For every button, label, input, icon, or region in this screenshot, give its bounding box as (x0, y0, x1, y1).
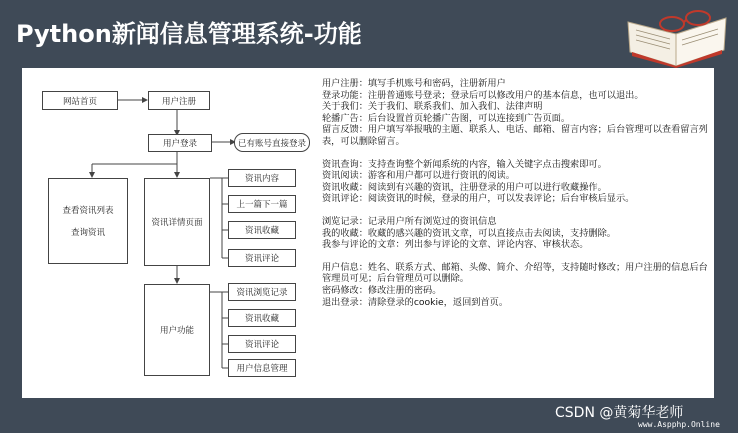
user-item-favorite: 资讯收藏 (228, 309, 296, 327)
login-box: 用户登录 (148, 134, 212, 152)
text-line: 轮播广告：后台设置首页轮播广告图，可以连接到广告页面。 (322, 112, 571, 124)
text-line: 资讯评论：阅读资讯的时候，登录的用户，可以发表评论；后台审核后显示。 (322, 193, 635, 205)
user-functions-box: 用户功能 (144, 284, 210, 376)
text-group-profile (322, 262, 710, 308)
register-box: 用户注册 (148, 91, 210, 110)
content-panel (22, 68, 714, 398)
text-line: 浏览记录：记录用户所有浏览过的资讯信息 (322, 215, 497, 227)
book-glasses-icon (622, 4, 730, 68)
feature-description (322, 78, 710, 319)
text-line: 用户注册：填写手机账号和密码，注册新用户 (322, 78, 506, 89)
text-line: 关于我们：关于我们、联系我们、加入我们、法律声明 (322, 101, 543, 113)
text-line: 留言反馈：用户填写举报哦的主题、联系人、电话、邮箱、留言内容；后台管理可以查看留言列表，可以删除留言。 (322, 124, 708, 147)
text-line: 我参与评论的文章：列出参与评论的文章、评论内容、审核状态。 (322, 239, 589, 251)
user-item-info-manage: 用户信息管理 (228, 359, 296, 377)
user-item-comment: 资讯评论 (228, 335, 296, 353)
text-line: 退出登录：清除登录的cookie，返回到首页。 (322, 296, 509, 308)
text-line: 登录功能：注册普通账号登录；登录后可以修改用户的基本信息，也可以退出。 (322, 89, 644, 101)
csdn-watermark: CSDN @黄菊华老师 (555, 405, 684, 421)
flow-diagram (22, 68, 322, 398)
text-line: 资讯阅读：游客和用户都可以进行资讯的阅读。 (322, 170, 515, 182)
detail-item-content: 资讯内容 (228, 169, 296, 187)
detail-item-prev-next: 上一篇下一篇 (228, 195, 296, 213)
detail-item-favorite: 资讯收藏 (228, 221, 296, 239)
site-watermark: www.Aspphp.Online (638, 420, 720, 429)
page-title: Python新闻信息管理系统-功能 (16, 20, 362, 48)
home-box: 网站首页 (42, 91, 118, 110)
user-item-history: 资讯浏览记录 (228, 283, 296, 301)
query-info-label: 查询资讯 (70, 228, 105, 238)
have-account-box: 已有账号直接登录 (234, 133, 310, 152)
text-group-history (322, 216, 710, 251)
detail-item-comment: 资讯评论 (228, 249, 296, 267)
text-line: 密码修改：修改注册的密码。 (322, 284, 442, 296)
text-line: 资讯查询：支持查询整个新闻系统的内容，输入关键字点击搜索即可。 (322, 158, 607, 170)
text-group-news (322, 159, 710, 205)
list-view-label: 查看资讯列表 (62, 206, 114, 216)
text-line: 我的收藏：收藏的感兴趣的资讯文章，可以直接点击去阅读，支持删除。 (322, 227, 616, 239)
list-query-box (48, 178, 128, 264)
text-line: 资讯收藏：阅读到有兴趣的资讯，注册登录的用户可以进行收藏操作。 (322, 181, 607, 193)
text-group-user (322, 78, 710, 148)
detail-page-box: 资讯详情页面 (144, 178, 210, 266)
text-line: 用户信息：姓名、联系方式、邮箱、头像、简介、介绍等，支持随时修改；用户注册的信息后台管理员可见；后台管理员可以删除。 (322, 261, 708, 285)
